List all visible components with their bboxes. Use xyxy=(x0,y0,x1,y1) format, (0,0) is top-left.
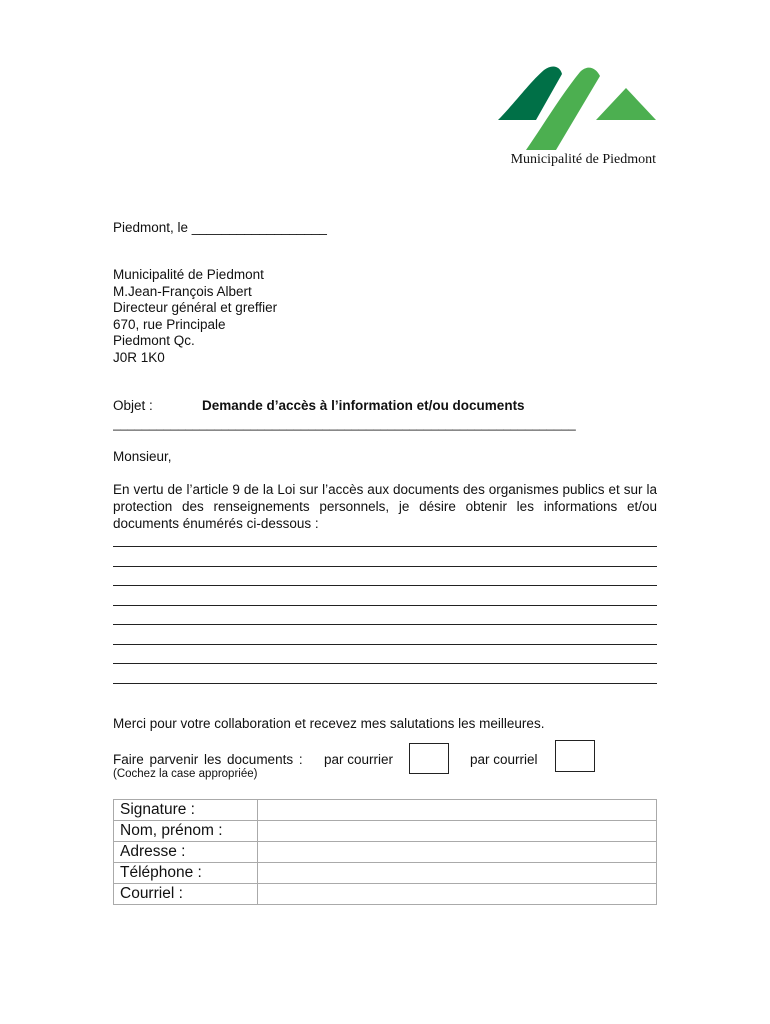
writing-line[interactable] xyxy=(113,683,657,684)
email-field[interactable] xyxy=(258,884,657,905)
table-row xyxy=(114,863,657,884)
date-line: Piedmont, le __________________ xyxy=(113,220,327,235)
name-field[interactable] xyxy=(258,821,657,842)
recipient-line: Piedmont Qc. xyxy=(113,333,195,349)
option-email-label: par courriel xyxy=(470,752,538,767)
recipient-line: 670, rue Principale xyxy=(113,316,226,332)
table-row xyxy=(114,821,657,842)
mountain-logo-icon xyxy=(496,62,658,152)
recipient-line: Municipalité de Piedmont xyxy=(113,267,264,282)
table-row xyxy=(114,800,657,821)
address-label: Adresse : xyxy=(114,842,258,863)
mail-checkbox[interactable] xyxy=(409,743,449,774)
delivery-label: Faire parvenir les documents : xyxy=(113,752,303,767)
writing-line[interactable] xyxy=(113,624,657,625)
writing-line[interactable] xyxy=(113,566,657,567)
subject-text: Demande d’accès à l’information et/ou documents xyxy=(202,398,525,413)
logo-caption: Municipalité de Piedmont xyxy=(510,152,656,167)
municipality-logo xyxy=(496,62,658,152)
delivery-note: (Cochez la case appropriée) xyxy=(113,768,258,780)
writing-line[interactable] xyxy=(113,644,657,645)
subject-underline: ________________________________________________________________ xyxy=(113,416,576,431)
writing-line[interactable] xyxy=(113,605,657,606)
signature-label: Signature : xyxy=(114,800,258,821)
address-field[interactable] xyxy=(258,842,657,863)
table-row xyxy=(114,884,657,905)
option-mail-label: par courrier xyxy=(324,752,394,767)
email-checkbox[interactable] xyxy=(555,740,595,772)
closing: Merci pour votre collaboration et recevez mes salutations les meilleures. xyxy=(113,716,545,731)
writing-line[interactable] xyxy=(113,585,657,586)
recipient-line: J0R 1K0 xyxy=(113,349,165,365)
contact-info-table xyxy=(113,799,657,905)
phone-label: Téléphone : xyxy=(114,863,258,884)
writing-line[interactable] xyxy=(113,546,657,547)
signature-field[interactable] xyxy=(258,800,657,821)
phone-field[interactable] xyxy=(258,863,657,884)
recipient-address xyxy=(113,267,277,367)
greeting: Monsieur, xyxy=(113,449,172,464)
recipient-line: M.Jean-François Albert xyxy=(113,283,252,299)
email-label: Courriel : xyxy=(114,884,258,905)
writing-line[interactable] xyxy=(113,663,657,664)
body-paragraph: En vertu de l’article 9 de la Loi sur l’accès aux documents des organismes publics et sur la protection des renseignements personnels, je désire obtenir les informations et/ou documents énumérés ci-dessous : xyxy=(113,482,657,531)
table-row xyxy=(114,842,657,863)
recipient-line: Directeur général et greffier xyxy=(113,300,278,316)
subject-label: Objet : xyxy=(113,398,153,413)
name-label: Nom, prénom : xyxy=(114,821,258,842)
